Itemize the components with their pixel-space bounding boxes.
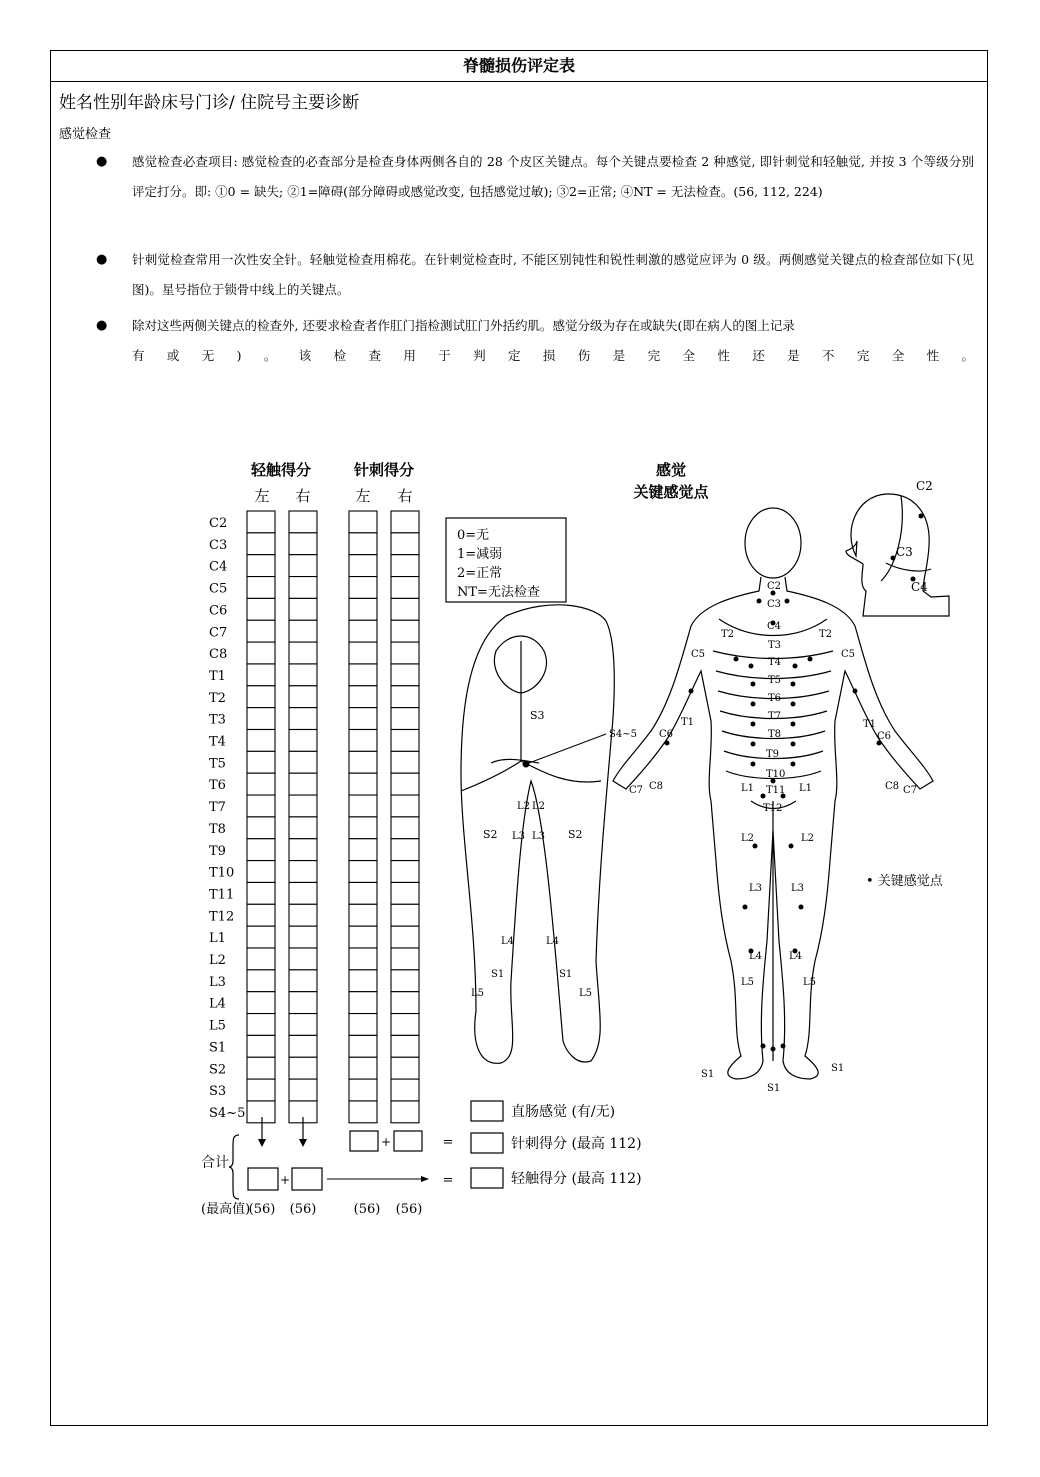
legend-item: 0=无 (457, 528, 490, 543)
score-cell[interactable] (247, 970, 275, 992)
front-label: T7 (768, 711, 782, 722)
score-cell[interactable] (247, 817, 275, 839)
key-point-dot (891, 556, 896, 561)
level-label: T6 (209, 778, 226, 794)
score-cell[interactable] (247, 598, 275, 620)
key-point-dot (751, 742, 756, 747)
score-cell[interactable] (247, 795, 275, 817)
level-label: T11 (209, 887, 235, 903)
light-total-label: 轻触得分 (最高 112) (511, 1171, 642, 1187)
score-cell[interactable] (247, 1101, 275, 1123)
score-cell[interactable] (349, 598, 377, 620)
back-label: L3 (532, 831, 546, 842)
level-label: S1 (209, 1040, 227, 1056)
front-label: C8 (885, 781, 900, 792)
max-label: (最高值) (201, 1202, 251, 1217)
score-cell[interactable] (289, 577, 317, 599)
light-total-box[interactable] (471, 1168, 503, 1188)
level-label: S2 (209, 1062, 227, 1078)
score-cell[interactable] (289, 882, 317, 904)
score-cell[interactable] (391, 817, 419, 839)
key-point-dot (749, 664, 754, 669)
key-point-dot (743, 905, 748, 910)
score-cell[interactable] (289, 926, 317, 948)
score-cell[interactable] (391, 511, 419, 533)
score-cell[interactable] (247, 664, 275, 686)
score-cell[interactable] (247, 642, 275, 664)
key-point-dot (753, 844, 758, 849)
score-cell[interactable] (391, 926, 419, 948)
score-cell[interactable] (349, 861, 377, 883)
score-cell[interactable] (349, 773, 377, 795)
key-point-dot (751, 722, 756, 727)
light-touch-header: 轻触得分 (250, 461, 312, 479)
score-cell[interactable] (247, 751, 275, 773)
front-label: L2 (741, 833, 755, 844)
key-point-dot (665, 741, 670, 746)
score-cell[interactable] (247, 708, 275, 730)
front-label: T2 (819, 629, 833, 640)
bullet-text (132, 311, 974, 371)
score-cell[interactable] (391, 751, 419, 773)
level-label: L2 (209, 953, 226, 968)
pp-right-header: 右 (397, 487, 413, 505)
score-cell[interactable] (391, 533, 419, 555)
head-label: C3 (896, 545, 913, 559)
score-cell[interactable] (349, 882, 377, 904)
score-cell[interactable] (289, 904, 317, 926)
front-label: T1 (863, 719, 877, 730)
front-label: C6 (877, 731, 892, 742)
score-cell[interactable] (349, 751, 377, 773)
score-cell[interactable] (289, 1014, 317, 1036)
sensory-subtitle: 关键感觉点 (633, 483, 709, 501)
score-cell[interactable] (391, 730, 419, 752)
score-cell[interactable] (349, 817, 377, 839)
back-label: S1 (559, 969, 573, 980)
level-label: C3 (209, 537, 228, 553)
front-label: T5 (768, 675, 782, 686)
score-cell[interactable] (391, 708, 419, 730)
arrow-head-icon (299, 1139, 307, 1147)
score-cell[interactable] (349, 555, 377, 577)
level-label: C6 (209, 603, 228, 619)
score-cell[interactable] (349, 839, 377, 861)
score-cell[interactable] (391, 795, 419, 817)
pin-left-total-box[interactable] (350, 1131, 378, 1151)
score-cell[interactable] (247, 686, 275, 708)
section-heading: 感觉检查 (59, 127, 112, 142)
level-label: L1 (209, 931, 226, 947)
pin-prick-header: 针刺得分 (353, 461, 415, 479)
score-cell[interactable] (289, 730, 317, 752)
back-label: L2 (517, 801, 531, 812)
score-cell[interactable] (289, 839, 317, 861)
front-label: L1 (741, 783, 755, 794)
score-cell[interactable] (349, 642, 377, 664)
front-label: C8 (649, 781, 664, 792)
total-label: 合计 (201, 1155, 229, 1171)
score-cell[interactable] (289, 970, 317, 992)
score-cell[interactable] (391, 970, 419, 992)
max-value: (56) (395, 1202, 423, 1217)
score-cell[interactable] (289, 948, 317, 970)
score-cell[interactable] (289, 555, 317, 577)
score-cell[interactable] (247, 904, 275, 926)
legend-item: NT=无法检查 (457, 585, 540, 600)
level-label: C2 (209, 516, 228, 531)
score-cell[interactable] (349, 1014, 377, 1036)
score-cell[interactable] (289, 642, 317, 664)
level-label: T8 (209, 821, 226, 837)
assessment-form (50, 50, 988, 1426)
front-label: C2 (767, 581, 782, 592)
score-cell[interactable] (391, 664, 419, 686)
score-cell[interactable] (289, 861, 317, 883)
score-cell[interactable] (391, 1035, 419, 1057)
key-point-dot (789, 844, 794, 849)
front-label: C7 (903, 785, 918, 796)
score-cell[interactable] (289, 773, 317, 795)
head-label: C4 (911, 580, 928, 594)
plus-sign: + (279, 1173, 291, 1187)
score-cell[interactable] (391, 686, 419, 708)
key-point-dot (791, 762, 796, 767)
score-cell[interactable] (349, 686, 377, 708)
front-label: L2 (801, 833, 815, 844)
score-cell[interactable] (289, 1079, 317, 1101)
key-point-dot (791, 722, 796, 727)
score-cell[interactable] (289, 511, 317, 533)
level-label: S4~5 (209, 1105, 246, 1121)
score-cell[interactable] (247, 839, 275, 861)
score-cell[interactable] (247, 1035, 275, 1057)
score-cell[interactable] (289, 751, 317, 773)
total-brace (229, 1135, 239, 1199)
score-cell[interactable] (391, 577, 419, 599)
key-point-dot (689, 689, 694, 694)
level-label: T3 (209, 712, 226, 728)
front-label: L4 (749, 951, 763, 962)
front-label: T1 (681, 717, 695, 728)
key-point-dot (751, 762, 756, 767)
legend-item: 2=正常 (457, 566, 503, 581)
front-label: C3 (767, 599, 782, 610)
key-point-dot (793, 664, 798, 669)
back-label: L4 (501, 936, 515, 947)
rectal-label: 直肠感觉 (有/无) (511, 1104, 616, 1120)
front-label: T9 (766, 749, 780, 760)
level-label: C5 (209, 581, 228, 597)
light-left-total-box[interactable] (248, 1168, 278, 1190)
score-cell[interactable] (289, 686, 317, 708)
score-cell[interactable] (391, 1079, 419, 1101)
key-point-dot (791, 682, 796, 687)
score-cell[interactable] (349, 970, 377, 992)
key-point-dot (523, 761, 530, 768)
bullet-dot-icon: ● (96, 252, 108, 267)
score-cell[interactable] (391, 773, 419, 795)
level-label: T2 (209, 690, 226, 706)
score-cell[interactable] (247, 1014, 275, 1036)
score-cell[interactable] (349, 926, 377, 948)
light-right-total-box[interactable] (292, 1168, 322, 1190)
key-point-legend: • 关键感觉点 (866, 874, 943, 889)
score-cell[interactable] (289, 817, 317, 839)
score-cell[interactable] (289, 708, 317, 730)
pin-total-box[interactable] (471, 1133, 503, 1153)
score-cell[interactable] (349, 1101, 377, 1123)
score-cell[interactable] (247, 1079, 275, 1101)
level-label: C7 (209, 625, 228, 641)
bullet-text-last-line: 有或无)。该检查用于判定损伤是完全性还是不完全性。 (132, 348, 974, 363)
front-label: T12 (763, 803, 783, 814)
score-cell[interactable] (391, 1101, 419, 1123)
score-cell[interactable] (247, 926, 275, 948)
key-point-dot (791, 702, 796, 707)
back-label: S3 (530, 709, 545, 722)
front-label: T8 (768, 729, 782, 740)
key-point-dot (751, 682, 756, 687)
front-label: S1 (831, 1063, 845, 1074)
score-cell[interactable] (247, 533, 275, 555)
score-cell[interactable] (391, 861, 419, 883)
bullet-text: 针刺觉检查常用一次性安全针。轻触觉检查用棉花。在针刺觉检查时, 不能区别钝性和锐性刺激的感觉应评为 0 级。两侧感觉关键点的检查部位如下(见图)。星号指位于锁骨中线上的关键点。 (132, 252, 974, 297)
front-label: T6 (768, 693, 782, 704)
level-label: T7 (209, 800, 226, 816)
score-cell[interactable] (391, 904, 419, 926)
level-label: T12 (209, 909, 235, 925)
front-label: L3 (749, 883, 763, 894)
back-label: L5 (471, 988, 485, 999)
front-label: C7 (629, 785, 644, 796)
rectal-box[interactable] (471, 1101, 503, 1121)
score-cell[interactable] (391, 598, 419, 620)
score-cell[interactable] (289, 598, 317, 620)
key-point-dot (791, 742, 796, 747)
front-label: L3 (791, 883, 805, 894)
score-cell[interactable] (349, 795, 377, 817)
score-cell[interactable] (289, 1035, 317, 1057)
front-label: L5 (741, 977, 755, 988)
score-cell[interactable] (349, 1035, 377, 1057)
arrow-head-icon (421, 1176, 429, 1182)
key-point-dot (757, 599, 762, 604)
score-cell[interactable] (349, 708, 377, 730)
score-cell[interactable] (247, 620, 275, 642)
level-label: L5 (209, 1018, 226, 1034)
score-cell[interactable] (247, 882, 275, 904)
score-cell[interactable] (349, 948, 377, 970)
front-label: C6 (659, 729, 674, 740)
head-label: C2 (916, 479, 933, 493)
front-label: T4 (768, 657, 782, 668)
pp-left-header: 左 (355, 487, 371, 505)
level-label: T10 (209, 865, 235, 881)
key-point-dot (853, 689, 858, 694)
score-cell[interactable] (349, 620, 377, 642)
equals-sign: = (442, 1173, 454, 1188)
bullet-dot-icon: ● (96, 318, 108, 333)
back-label: L5 (579, 988, 593, 999)
front-label: T10 (766, 769, 786, 780)
score-cell[interactable] (247, 1057, 275, 1079)
arrow-head-icon (258, 1139, 266, 1147)
back-label: S2 (568, 828, 583, 841)
front-label: T11 (766, 785, 786, 796)
leader-line (529, 734, 606, 763)
legend-item: 1=减弱 (457, 547, 503, 562)
score-cell[interactable] (391, 1057, 419, 1079)
max-value: (56) (353, 1202, 381, 1217)
score-cell[interactable] (247, 948, 275, 970)
front-label: S1 (767, 1083, 781, 1094)
front-label: C5 (841, 649, 856, 660)
score-cell[interactable] (247, 555, 275, 577)
lt-right-header: 右 (295, 487, 311, 505)
score-cell[interactable] (391, 1014, 419, 1036)
score-cell[interactable] (391, 620, 419, 642)
score-cell[interactable] (289, 795, 317, 817)
back-label: L3 (512, 831, 526, 842)
score-cell[interactable] (391, 839, 419, 861)
front-label: L5 (803, 977, 817, 988)
level-label: T4 (209, 734, 226, 750)
front-label: L4 (789, 951, 803, 962)
level-label: L4 (209, 996, 226, 1012)
back-label: L2 (532, 801, 546, 812)
level-label: T1 (209, 668, 226, 684)
score-grid (209, 511, 419, 1123)
score-cell[interactable] (247, 992, 275, 1014)
score-cell[interactable] (289, 664, 317, 686)
score-cell[interactable] (349, 511, 377, 533)
form-title: 脊髓损伤评定表 (51, 51, 987, 82)
score-cell[interactable] (349, 904, 377, 926)
sensory-title: 感觉 (655, 461, 687, 479)
key-point-dot (761, 794, 766, 799)
back-label: S4~5 (609, 729, 637, 740)
score-cell[interactable] (349, 992, 377, 1014)
score-cell[interactable] (247, 577, 275, 599)
pin-total-label: 针刺得分 (最高 112) (511, 1136, 642, 1152)
score-cell[interactable] (391, 882, 419, 904)
key-point-dot (808, 657, 813, 662)
score-cell[interactable] (349, 577, 377, 599)
score-cell[interactable] (349, 533, 377, 555)
bullet-text-line: 除对这些两侧关键点的检查外, 还要求检查者作肛门指检测试肛门外括约肌。感觉分级为存在或缺失(即在病人的图上记录 (132, 318, 795, 333)
level-label: C4 (209, 559, 228, 575)
back-label: S1 (491, 969, 505, 980)
back-label: L4 (546, 936, 560, 947)
equals-sign: = (442, 1135, 454, 1150)
lt-left-header: 左 (254, 487, 270, 505)
level-label: C8 (209, 647, 228, 663)
score-cell[interactable] (349, 1079, 377, 1101)
sensory-figure (51, 401, 987, 1221)
score-cell[interactable] (391, 948, 419, 970)
score-cell[interactable] (247, 773, 275, 795)
front-label: S1 (701, 1069, 715, 1080)
back-label: S2 (483, 828, 498, 841)
level-label: L3 (209, 974, 226, 990)
score-cell[interactable] (289, 620, 317, 642)
level-label: T5 (209, 756, 226, 772)
key-point-dot (781, 1044, 786, 1049)
score-cell[interactable] (289, 1057, 317, 1079)
key-point-dot (919, 514, 924, 519)
bullet-dot-icon: ● (96, 154, 108, 169)
key-point-dot (785, 599, 790, 604)
level-label: S3 (209, 1084, 227, 1100)
front-label: C4 (767, 621, 782, 632)
score-cell[interactable] (391, 642, 419, 664)
plus-sign: + (380, 1135, 392, 1149)
score-cell[interactable] (391, 992, 419, 1014)
key-point-dot (771, 1047, 776, 1052)
score-cell[interactable] (349, 730, 377, 752)
pin-right-total-box[interactable] (394, 1131, 422, 1151)
key-point-dot (799, 905, 804, 910)
level-label: T9 (209, 843, 226, 859)
score-cell[interactable] (247, 511, 275, 533)
score-cell[interactable] (247, 730, 275, 752)
score-cell[interactable] (247, 861, 275, 883)
max-value: (56) (248, 1202, 276, 1217)
front-label: T2 (721, 629, 735, 640)
score-cell[interactable] (349, 1057, 377, 1079)
key-point-dot (734, 657, 739, 662)
score-cell[interactable] (289, 992, 317, 1014)
front-label: L1 (799, 783, 813, 794)
patient-info-line: 姓名性别年龄床号门诊/ 住院号主要诊断 (59, 93, 360, 113)
front-label: C5 (691, 649, 706, 660)
front-label: T3 (768, 640, 782, 651)
max-value: (56) (289, 1202, 317, 1217)
key-point-dot (751, 702, 756, 707)
bullet-text: 感觉检查必查项目: 感觉检查的必查部分是检查身体两侧各自的 28 个皮区关键点。每个关键点要检查 2 种感觉, 即针刺觉和轻触觉, 并按 3 个等级分别评定打分。即: ①0 = 缺失; ②1=障碍(部分障碍或感觉改变, 包括感觉过敏); ③2=正常; ④NT = 无法检查。(56, 112, 224) (132, 154, 974, 199)
key-point-dot (761, 1044, 766, 1049)
score-cell[interactable] (349, 664, 377, 686)
score-cell[interactable] (289, 533, 317, 555)
score-cell[interactable] (391, 555, 419, 577)
